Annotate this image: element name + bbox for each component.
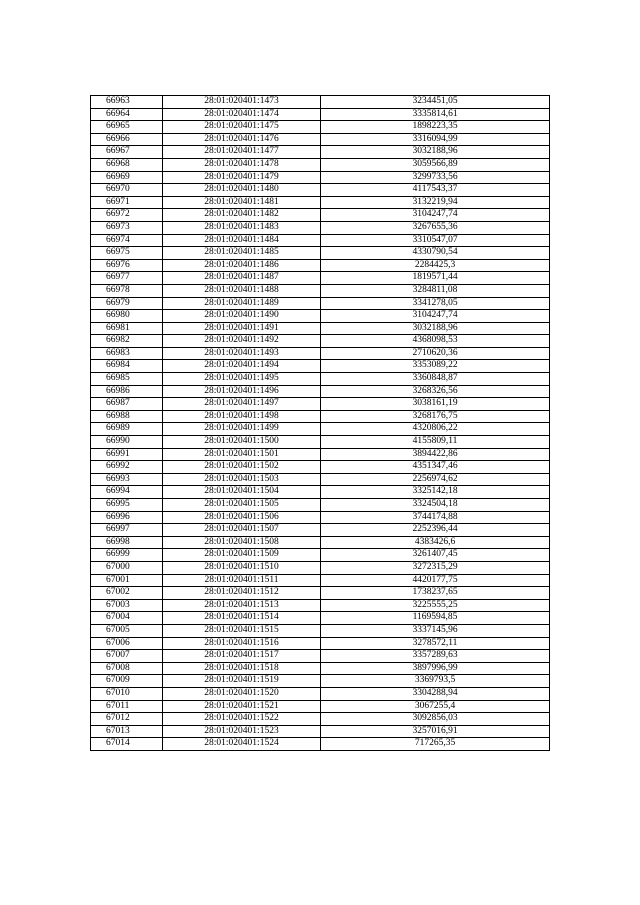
row-number-cell: 66985 [91, 373, 163, 386]
table-row [91, 121, 550, 134]
table-row [91, 196, 550, 209]
cadastral-number-cell: 28:01:020401:1492 [163, 335, 321, 348]
table-row [91, 410, 550, 423]
row-number-cell: 66969 [91, 171, 163, 184]
table-row [91, 423, 550, 436]
value-cell: 3316094,99 [321, 133, 550, 146]
cadastral-number-cell: 28:01:020401:1484 [163, 234, 321, 247]
cadastral-number-cell: 28:01:020401:1508 [163, 536, 321, 549]
cadastral-number-cell: 28:01:020401:1519 [163, 675, 321, 688]
table-row [91, 398, 550, 411]
cadastral-number-cell: 28:01:020401:1520 [163, 687, 321, 700]
value-cell: 2252396,44 [321, 524, 550, 537]
table-row [91, 310, 550, 323]
row-number-cell: 66968 [91, 158, 163, 171]
table-row [91, 599, 550, 612]
row-number-cell: 66974 [91, 234, 163, 247]
value-cell: 3369793,5 [321, 675, 550, 688]
table-row [91, 637, 550, 650]
row-number-cell: 66989 [91, 423, 163, 436]
row-number-cell: 67006 [91, 637, 163, 650]
table-row [91, 587, 550, 600]
value-cell: 4383426,6 [321, 536, 550, 549]
row-number-cell: 66979 [91, 297, 163, 310]
cadastral-number-cell: 28:01:020401:1521 [163, 700, 321, 713]
table-row [91, 650, 550, 663]
table-row [91, 624, 550, 637]
value-cell: 3132219,94 [321, 196, 550, 209]
cadastral-number-cell: 28:01:020401:1523 [163, 725, 321, 738]
cadastral-number-cell: 28:01:020401:1510 [163, 561, 321, 574]
cadastral-number-cell: 28:01:020401:1507 [163, 524, 321, 537]
table-row [91, 662, 550, 675]
value-cell: 3225555,25 [321, 599, 550, 612]
cadastral-number-cell: 28:01:020401:1482 [163, 209, 321, 222]
cadastral-number-cell: 28:01:020401:1476 [163, 133, 321, 146]
table-row [91, 133, 550, 146]
table-row [91, 473, 550, 486]
row-number-cell: 66964 [91, 108, 163, 121]
table-row [91, 713, 550, 726]
cadastral-number-cell: 28:01:020401:1495 [163, 373, 321, 386]
value-cell: 1819571,44 [321, 272, 550, 285]
table-row [91, 675, 550, 688]
row-number-cell: 66965 [91, 121, 163, 134]
row-number-cell: 66970 [91, 184, 163, 197]
row-number-cell: 67010 [91, 687, 163, 700]
cadastral-number-cell: 28:01:020401:1524 [163, 738, 321, 751]
table-row [91, 221, 550, 234]
cadastral-number-cell: 28:01:020401:1499 [163, 423, 321, 436]
value-cell: 1169594,85 [321, 612, 550, 625]
table-row [91, 234, 550, 247]
table-row [91, 536, 550, 549]
value-cell: 3894422,86 [321, 448, 550, 461]
row-number-cell: 66990 [91, 436, 163, 449]
table-row [91, 108, 550, 121]
value-cell: 4117543,37 [321, 184, 550, 197]
row-number-cell: 66991 [91, 448, 163, 461]
cadastral-number-cell: 28:01:020401:1485 [163, 247, 321, 260]
row-number-cell: 66998 [91, 536, 163, 549]
row-number-cell: 66994 [91, 486, 163, 499]
table-row [91, 184, 550, 197]
cadastral-number-cell: 28:01:020401:1498 [163, 410, 321, 423]
value-cell: 3304288,94 [321, 687, 550, 700]
cadastral-number-cell: 28:01:020401:1514 [163, 612, 321, 625]
cadastral-number-cell: 28:01:020401:1486 [163, 259, 321, 272]
value-cell: 3284811,08 [321, 284, 550, 297]
table-row [91, 259, 550, 272]
value-cell: 3261407,45 [321, 549, 550, 562]
cadastral-number-cell: 28:01:020401:1493 [163, 347, 321, 360]
row-number-cell: 66963 [91, 96, 163, 109]
cadastral-number-cell: 28:01:020401:1500 [163, 436, 321, 449]
table-row [91, 561, 550, 574]
cadastral-number-cell: 28:01:020401:1473 [163, 96, 321, 109]
value-cell: 3038161,19 [321, 398, 550, 411]
cadastral-number-cell: 28:01:020401:1491 [163, 322, 321, 335]
row-number-cell: 67011 [91, 700, 163, 713]
value-cell: 717265,35 [321, 738, 550, 751]
cadastral-number-cell: 28:01:020401:1474 [163, 108, 321, 121]
table-body [91, 96, 550, 751]
cadastral-number-cell: 28:01:020401:1488 [163, 284, 321, 297]
row-number-cell: 66981 [91, 322, 163, 335]
row-number-cell: 67005 [91, 624, 163, 637]
value-cell: 2710620,36 [321, 347, 550, 360]
row-number-cell: 67000 [91, 561, 163, 574]
value-cell: 3744174,88 [321, 511, 550, 524]
table-row [91, 96, 550, 109]
value-cell: 3032188,96 [321, 146, 550, 159]
cadastral-number-cell: 28:01:020401:1501 [163, 448, 321, 461]
row-number-cell: 66978 [91, 284, 163, 297]
row-number-cell: 66975 [91, 247, 163, 260]
row-number-cell: 66976 [91, 259, 163, 272]
row-number-cell: 67014 [91, 738, 163, 751]
value-cell: 3278572,11 [321, 637, 550, 650]
cadastral-number-cell: 28:01:020401:1494 [163, 360, 321, 373]
value-cell: 3032188,96 [321, 322, 550, 335]
row-number-cell: 66967 [91, 146, 163, 159]
value-cell: 4155809,11 [321, 436, 550, 449]
row-number-cell: 67001 [91, 574, 163, 587]
value-cell: 3335814,61 [321, 108, 550, 121]
table-row [91, 700, 550, 713]
value-cell: 3268176,75 [321, 410, 550, 423]
row-number-cell: 66984 [91, 360, 163, 373]
table-row [91, 272, 550, 285]
value-cell: 3104247,74 [321, 310, 550, 323]
table-row [91, 549, 550, 562]
table-row [91, 297, 550, 310]
table-row [91, 284, 550, 297]
cadastral-number-cell: 28:01:020401:1475 [163, 121, 321, 134]
cadastral-number-cell: 28:01:020401:1513 [163, 599, 321, 612]
table-row [91, 322, 550, 335]
value-cell: 3325142,18 [321, 486, 550, 499]
cadastral-number-cell: 28:01:020401:1487 [163, 272, 321, 285]
value-cell: 3268326,56 [321, 385, 550, 398]
table-row [91, 347, 550, 360]
value-cell: 3353089,22 [321, 360, 550, 373]
value-cell: 4320806,22 [321, 423, 550, 436]
value-cell: 3324504,18 [321, 499, 550, 512]
table-row [91, 725, 550, 738]
row-number-cell: 66973 [91, 221, 163, 234]
value-cell: 3310547,07 [321, 234, 550, 247]
table-row [91, 499, 550, 512]
cadastral-number-cell: 28:01:020401:1479 [163, 171, 321, 184]
cadastral-number-cell: 28:01:020401:1481 [163, 196, 321, 209]
cadastral-number-cell: 28:01:020401:1509 [163, 549, 321, 562]
value-cell: 4351347,46 [321, 461, 550, 474]
row-number-cell: 66982 [91, 335, 163, 348]
row-number-cell: 66971 [91, 196, 163, 209]
row-number-cell: 67012 [91, 713, 163, 726]
cadastral-number-cell: 28:01:020401:1490 [163, 310, 321, 323]
row-number-cell: 67007 [91, 650, 163, 663]
row-number-cell: 66980 [91, 310, 163, 323]
value-cell: 3104247,74 [321, 209, 550, 222]
value-cell: 3341278,05 [321, 297, 550, 310]
table-row [91, 461, 550, 474]
table-row [91, 171, 550, 184]
cadastral-number-cell: 28:01:020401:1478 [163, 158, 321, 171]
table-row [91, 360, 550, 373]
table-row [91, 209, 550, 222]
row-number-cell: 66988 [91, 410, 163, 423]
value-cell: 4368098,53 [321, 335, 550, 348]
table-row [91, 486, 550, 499]
row-number-cell: 66993 [91, 473, 163, 486]
row-number-cell: 66995 [91, 499, 163, 512]
table-row [91, 511, 550, 524]
table-row [91, 247, 550, 260]
cadastral-value-table [90, 95, 550, 751]
value-cell: 3897996,99 [321, 662, 550, 675]
cadastral-number-cell: 28:01:020401:1502 [163, 461, 321, 474]
value-cell: 3272315,29 [321, 561, 550, 574]
cadastral-number-cell: 28:01:020401:1512 [163, 587, 321, 600]
value-cell: 1898223,35 [321, 121, 550, 134]
value-cell: 3299733,56 [321, 171, 550, 184]
value-cell: 3092856,03 [321, 713, 550, 726]
cadastral-number-cell: 28:01:020401:1515 [163, 624, 321, 637]
table-row [91, 385, 550, 398]
row-number-cell: 66987 [91, 398, 163, 411]
row-number-cell: 67003 [91, 599, 163, 612]
value-cell: 3357289,63 [321, 650, 550, 663]
row-number-cell: 66966 [91, 133, 163, 146]
cadastral-number-cell: 28:01:020401:1511 [163, 574, 321, 587]
table-row [91, 146, 550, 159]
cadastral-number-cell: 28:01:020401:1517 [163, 650, 321, 663]
row-number-cell: 67008 [91, 662, 163, 675]
cadastral-number-cell: 28:01:020401:1505 [163, 499, 321, 512]
row-number-cell: 67004 [91, 612, 163, 625]
row-number-cell: 67009 [91, 675, 163, 688]
table-row [91, 738, 550, 751]
value-cell: 3257016,91 [321, 725, 550, 738]
row-number-cell: 66996 [91, 511, 163, 524]
row-number-cell: 66992 [91, 461, 163, 474]
row-number-cell: 66999 [91, 549, 163, 562]
value-cell: 3234451,05 [321, 96, 550, 109]
table-row [91, 158, 550, 171]
row-number-cell: 67013 [91, 725, 163, 738]
cadastral-number-cell: 28:01:020401:1506 [163, 511, 321, 524]
cadastral-number-cell: 28:01:020401:1477 [163, 146, 321, 159]
value-cell: 4330790,54 [321, 247, 550, 260]
cadastral-number-cell: 28:01:020401:1503 [163, 473, 321, 486]
value-cell: 3067255,4 [321, 700, 550, 713]
value-cell: 3267655,36 [321, 221, 550, 234]
value-cell: 1738237,65 [321, 587, 550, 600]
table-row [91, 524, 550, 537]
cadastral-number-cell: 28:01:020401:1480 [163, 184, 321, 197]
cadastral-number-cell: 28:01:020401:1516 [163, 637, 321, 650]
table-row [91, 574, 550, 587]
table-row [91, 436, 550, 449]
value-cell: 3337145,96 [321, 624, 550, 637]
value-cell: 2256974,62 [321, 473, 550, 486]
row-number-cell: 66972 [91, 209, 163, 222]
table-row [91, 448, 550, 461]
value-cell: 4420177,75 [321, 574, 550, 587]
cadastral-number-cell: 28:01:020401:1496 [163, 385, 321, 398]
value-cell: 2284425,3 [321, 259, 550, 272]
cadastral-number-cell: 28:01:020401:1518 [163, 662, 321, 675]
row-number-cell: 66997 [91, 524, 163, 537]
table-row [91, 612, 550, 625]
cadastral-number-cell: 28:01:020401:1504 [163, 486, 321, 499]
row-number-cell: 66977 [91, 272, 163, 285]
cadastral-number-cell: 28:01:020401:1483 [163, 221, 321, 234]
table-row [91, 335, 550, 348]
cadastral-number-cell: 28:01:020401:1522 [163, 713, 321, 726]
value-cell: 3360848,87 [321, 373, 550, 386]
value-cell: 3059566,89 [321, 158, 550, 171]
row-number-cell: 66983 [91, 347, 163, 360]
cadastral-number-cell: 28:01:020401:1489 [163, 297, 321, 310]
row-number-cell: 66986 [91, 385, 163, 398]
row-number-cell: 67002 [91, 587, 163, 600]
table-row [91, 687, 550, 700]
cadastral-number-cell: 28:01:020401:1497 [163, 398, 321, 411]
table-row [91, 373, 550, 386]
